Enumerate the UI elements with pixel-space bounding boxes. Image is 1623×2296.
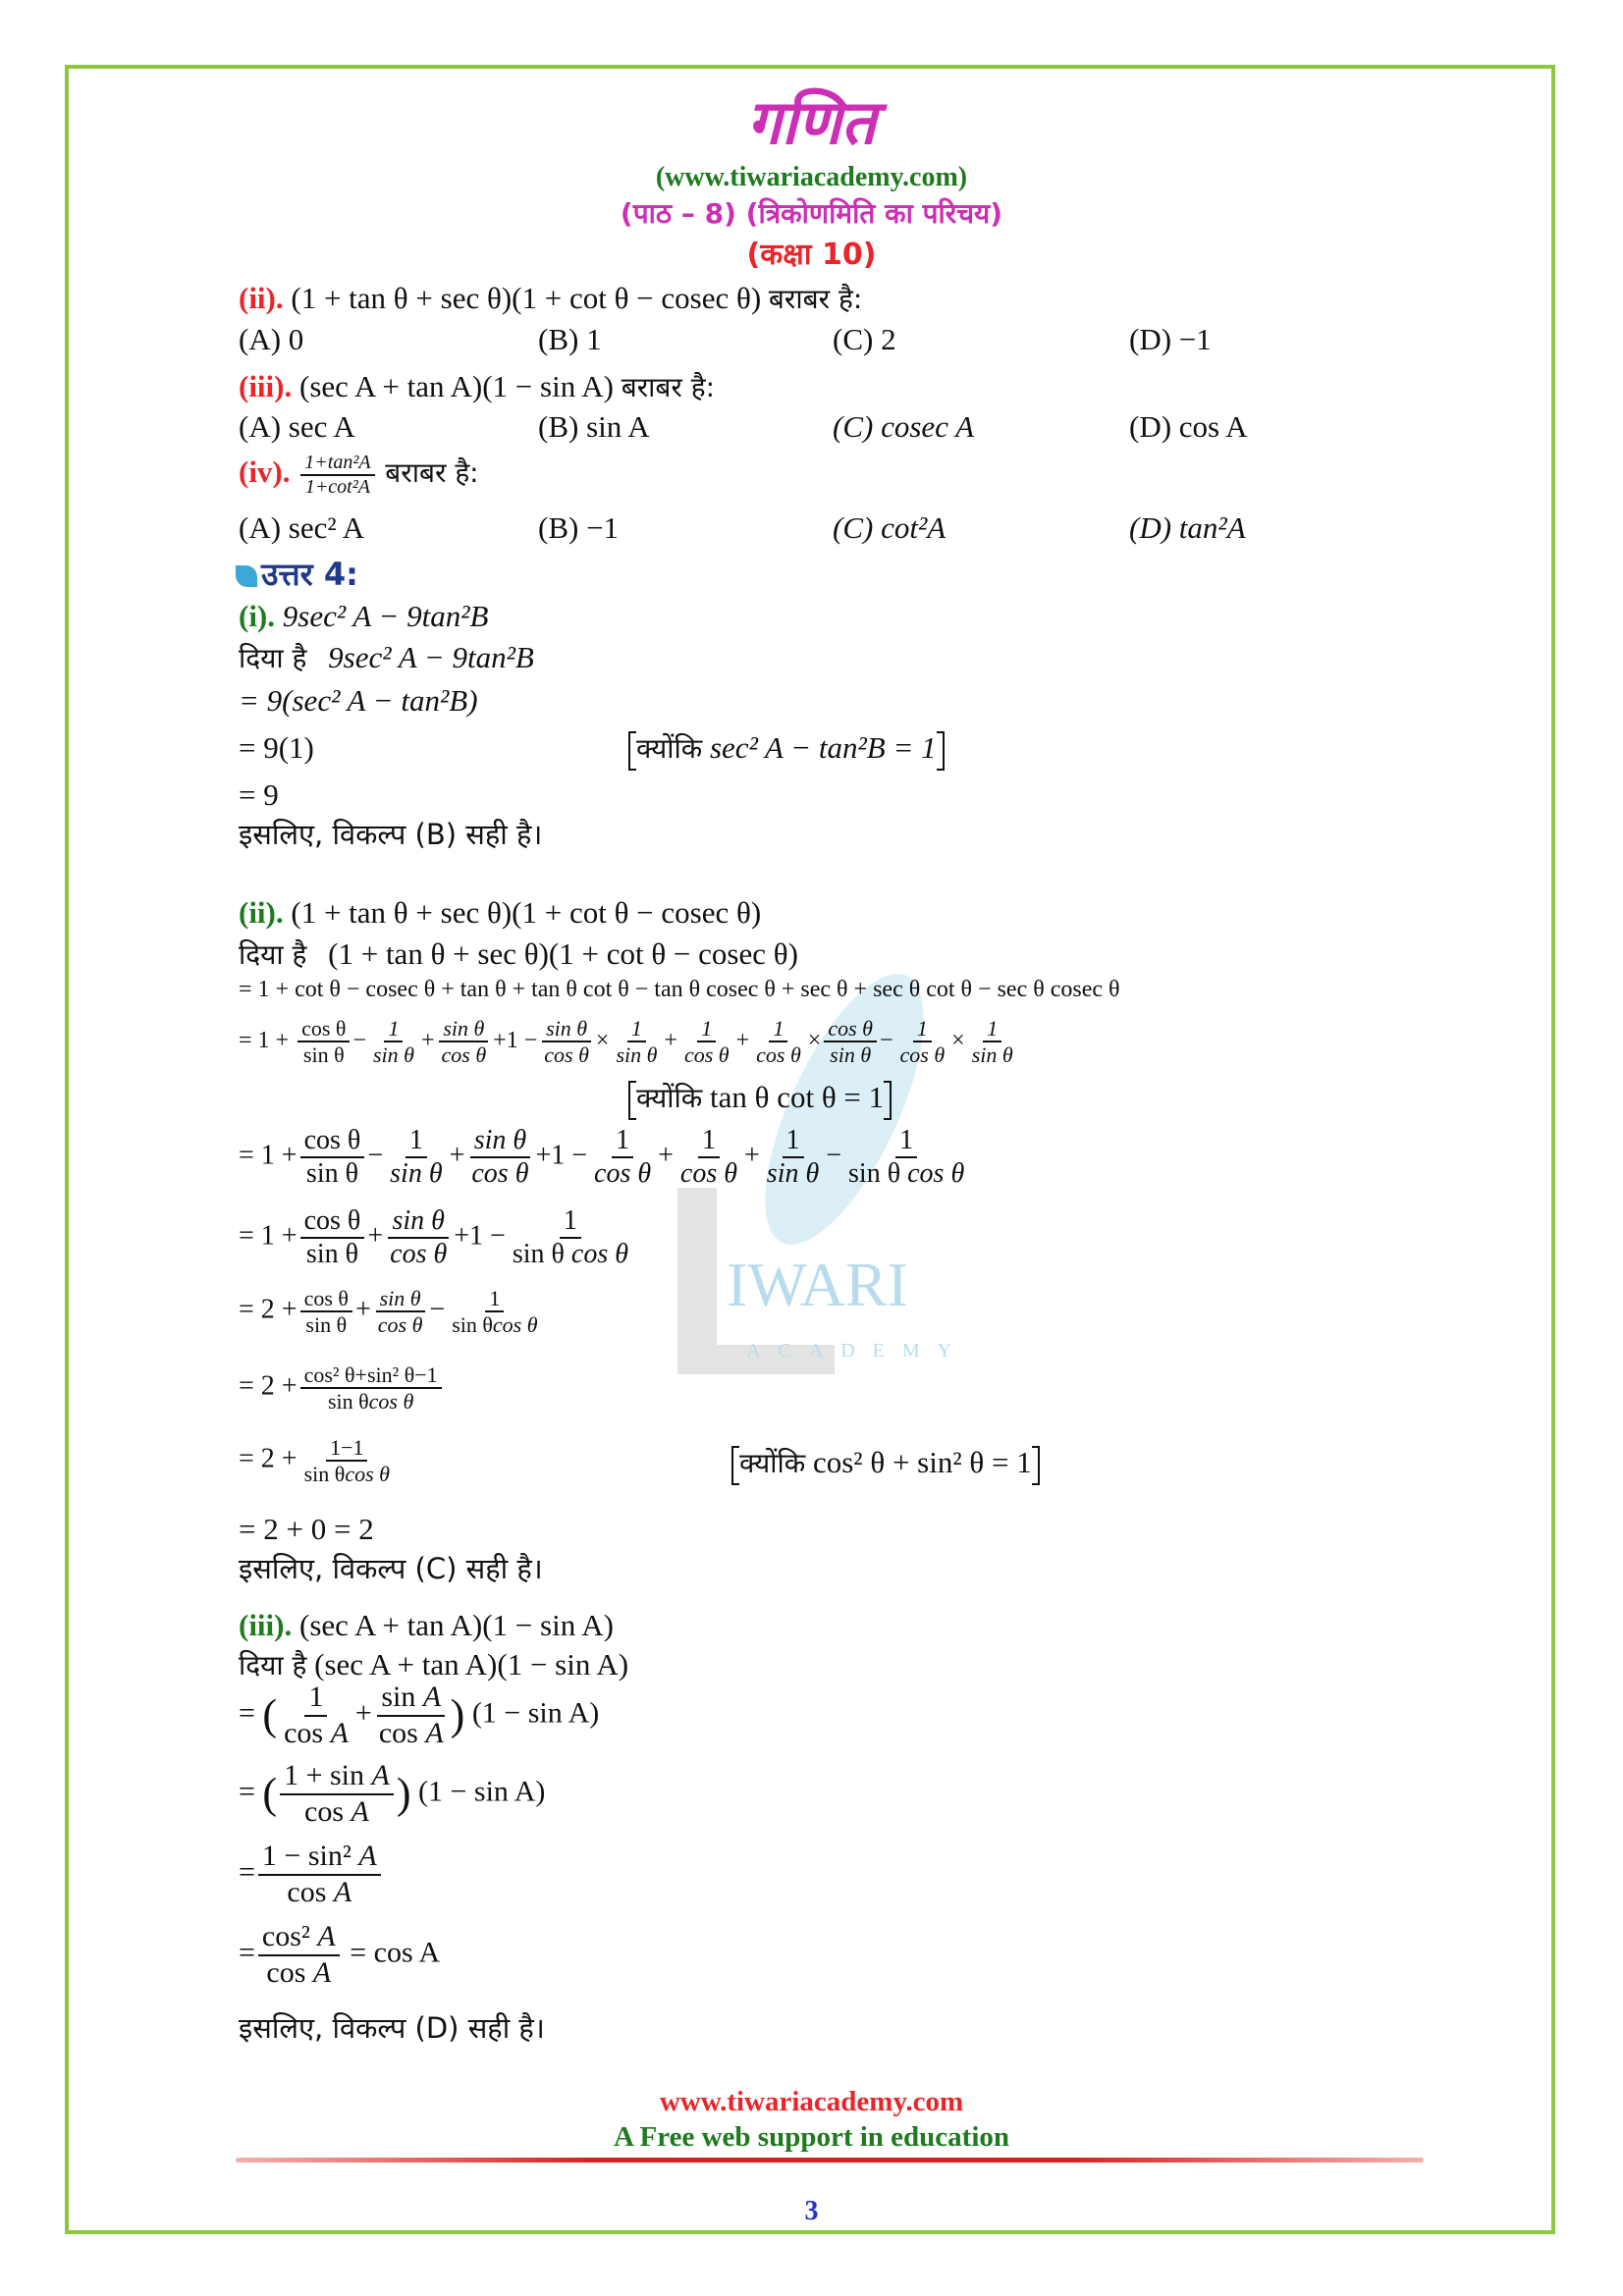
because-expr: sec² A − tan²B = 1 [709,730,937,765]
option-a: (A) sec A [239,409,355,444]
given-expr: (sec A + tan A)(1 − sin A) [314,1647,629,1682]
given-line [239,1645,628,1685]
solution-expr: (sec A + tan A)(1 − sin A) [299,1608,614,1642]
because-word: क्योंकि [739,1447,806,1479]
denominator: 1+cot²A [304,476,370,498]
question-expr: (1 + tan θ + sec θ)(1 + cot θ − cosec θ) [291,281,762,315]
step-end: = cos A [350,1936,441,1969]
given-word: दिया है [239,938,307,971]
step-fractions-5: = 2 + $\frac{\text{cos² θ+sin² θ−1}}{\text{sin θcos θ}}$ [239,1362,445,1415]
step-tail: (1 − sin A) [471,1696,600,1730]
question-tail: बराबर है: [621,371,716,403]
because-word: क्योंकि [636,1082,703,1114]
answer-heading [236,555,358,594]
step-fractions-3: = 1 + $\frac{\text{cos θ}}{\text{sin θ}}$ + $\frac{\text{sin θ}}{\text{cos θ}}$ +1 − $\frac{1}{\text{sin θ cos θ}}$ [239,1205,628,1270]
watermark-big-text: IWARI [727,1250,908,1319]
given-word: दिया है [239,1649,307,1682]
given-expr: (1 + tan θ + sec θ)(1 + cot θ − cosec θ) [328,936,798,971]
given-word: दिया है [239,642,307,674]
option-d: (D) tan²A [1129,510,1246,545]
site-link[interactable]: (www.tiwariacademy.com) [655,162,968,192]
because-expr: cos² θ + sin² θ = 1 [812,1445,1032,1479]
step-line: = 1 + cot θ − cosec θ + tan θ + tan θ cot θ − tan θ cosec θ + sec θ + sec θ cot θ − sec θ cosec θ [239,977,1120,1002]
solution-iii-title [239,1606,614,1645]
step-fractions-6: = 2 + $\frac{1-1}{\text{sin θcos θ}}$ [239,1435,390,1487]
leaf-icon [236,565,257,587]
class-heading: (कक्षा 10) [746,238,877,272]
step-iii-1: = ( $\frac{1}{\text{cos A}}$ + $\frac{\text{sin A}}{\text{cos A}}$ ) (1 − sin A) [239,1681,600,1749]
step-line: = 9(1) [239,730,314,765]
conclusion: इसलिए, विकल्प (C) सही है। [239,1552,543,1585]
solution-expr: 9sec² A − 9tan²B [282,599,489,633]
option-c: (C) cosec A [833,409,975,444]
option-d: (D) cos A [1129,409,1248,444]
option-b: (B) −1 [538,510,620,545]
fraction [300,452,374,499]
question-iv [239,452,479,499]
question-label: (ii). [239,281,284,315]
conclusion: इसलिए, विकल्प (B) सही है। [239,818,543,851]
option-d: (D) −1 [1129,322,1212,356]
question-iii [239,367,715,407]
because-note [628,1078,892,1120]
step-tail: (1 − sin A) [418,1775,546,1808]
option-c: (C) cot²A [833,510,947,545]
step-line: = 2 + 0 = 2 [239,1512,374,1546]
because-note [731,1443,1040,1485]
step-iii-4: = $\frac{\text{cos² A}}{\text{cos A}}$ = cos A [239,1920,441,1989]
solution-expr: (1 + tan θ + sec θ)(1 + cot θ − cosec θ) [291,895,762,930]
option-b: (B) 1 [538,322,602,356]
page-number: 3 [804,2196,819,2226]
solution-i-title [239,597,488,636]
solution-ii-title [239,893,761,933]
question-label: (iii). [239,369,293,403]
step-line: = 9(sec² A − tan²B) [239,683,478,718]
option-a: (A) sec² A [239,510,365,545]
question-ii [239,279,862,319]
given-line [239,638,534,678]
question-tail: बराबर है: [768,283,863,315]
solution-label: (i). [239,599,276,633]
option-c: (C) 2 [833,322,896,356]
footer-url[interactable]: www.tiwariacademy.com [659,2086,964,2117]
conclusion: इसलिए, विकल्प (D) सही है। [239,2011,545,2045]
footer-tagline: A Free web support in education [613,2121,1010,2153]
step-fractions-2: = 1 + $\frac{\text{cos θ}}{\text{sin θ}}$ − $\frac{1}{\text{sin θ}}$ + $\frac{\text{sin θ}}{\text{cos θ}}$ +1 − $\frac{1}{\text{cos θ}}$ + $\frac{1}{\text{cos θ}}$ + $\frac{1}{\text{sin θ}}$ − $\frac{1}{\text{sin θ cos θ}}$ [239,1125,965,1190]
footer-divider [236,2158,1424,2163]
step-iii-3: = $\frac{\text{1 − sin² A}}{\text{cos A}}$ [239,1840,384,1909]
given-expr: 9sec² A − 9tan²B [328,640,534,674]
given-line [239,934,798,975]
numerator: 1+tan²A [300,452,374,476]
step-iii-2: = ( $\frac{\text{1 + sin A}}{\text{cos A}}$ ) (1 − sin A) [239,1759,546,1828]
watermark-small-text: ACADEMY [746,1340,970,1362]
chapter-heading: (पाठ – 8) (त्रिकोणमिति का परिचय) [620,197,1003,230]
question-label: (iv). [239,454,291,490]
because-word: क्योंकि [636,732,703,765]
step-fractions-1: = 1 + $\frac{\text{cos θ}}{\text{sin θ}}$ − $\frac{1}{\text{sin θ}}$ + $\frac{\text{sin θ}}{\text{cos θ}}$ +1 − $\frac{\text{sin θ}}{\text{cos θ}}$ × $\frac{1}{\text{sin θ}}$ + $\frac{1}{\text{cos θ}}$ + $\frac{1}{\text{cos θ}}$ × $\frac{\text{cos θ}}{\text{sin θ}}$ − $\frac{1}{\text{cos θ}}$ × $\frac{1}{\text{sin θ}}$ [239,1016,1013,1068]
option-b: (B) sin A [538,409,650,444]
question-expr: (sec A + tan A)(1 − sin A) [299,369,614,403]
page-title: गणित [746,86,877,158]
step-fractions-4: = 2 + $\frac{\text{cos θ}}{\text{sin θ}}$ + $\frac{\text{sin θ}}{\text{cos θ}}$ − $\frac{1}{\text{sin θcos θ}}$ [239,1286,538,1338]
because-expr: tan θ cot θ = 1 [709,1080,885,1114]
solution-label: (iii). [239,1608,293,1642]
solution-label: (ii). [239,895,284,930]
option-a: (A) 0 [239,322,304,356]
because-note [628,728,945,771]
question-tail: बराबर है: [385,456,479,490]
step-line: = 9 [239,777,279,812]
answer-heading-text: उत्तर 4: [261,556,358,593]
